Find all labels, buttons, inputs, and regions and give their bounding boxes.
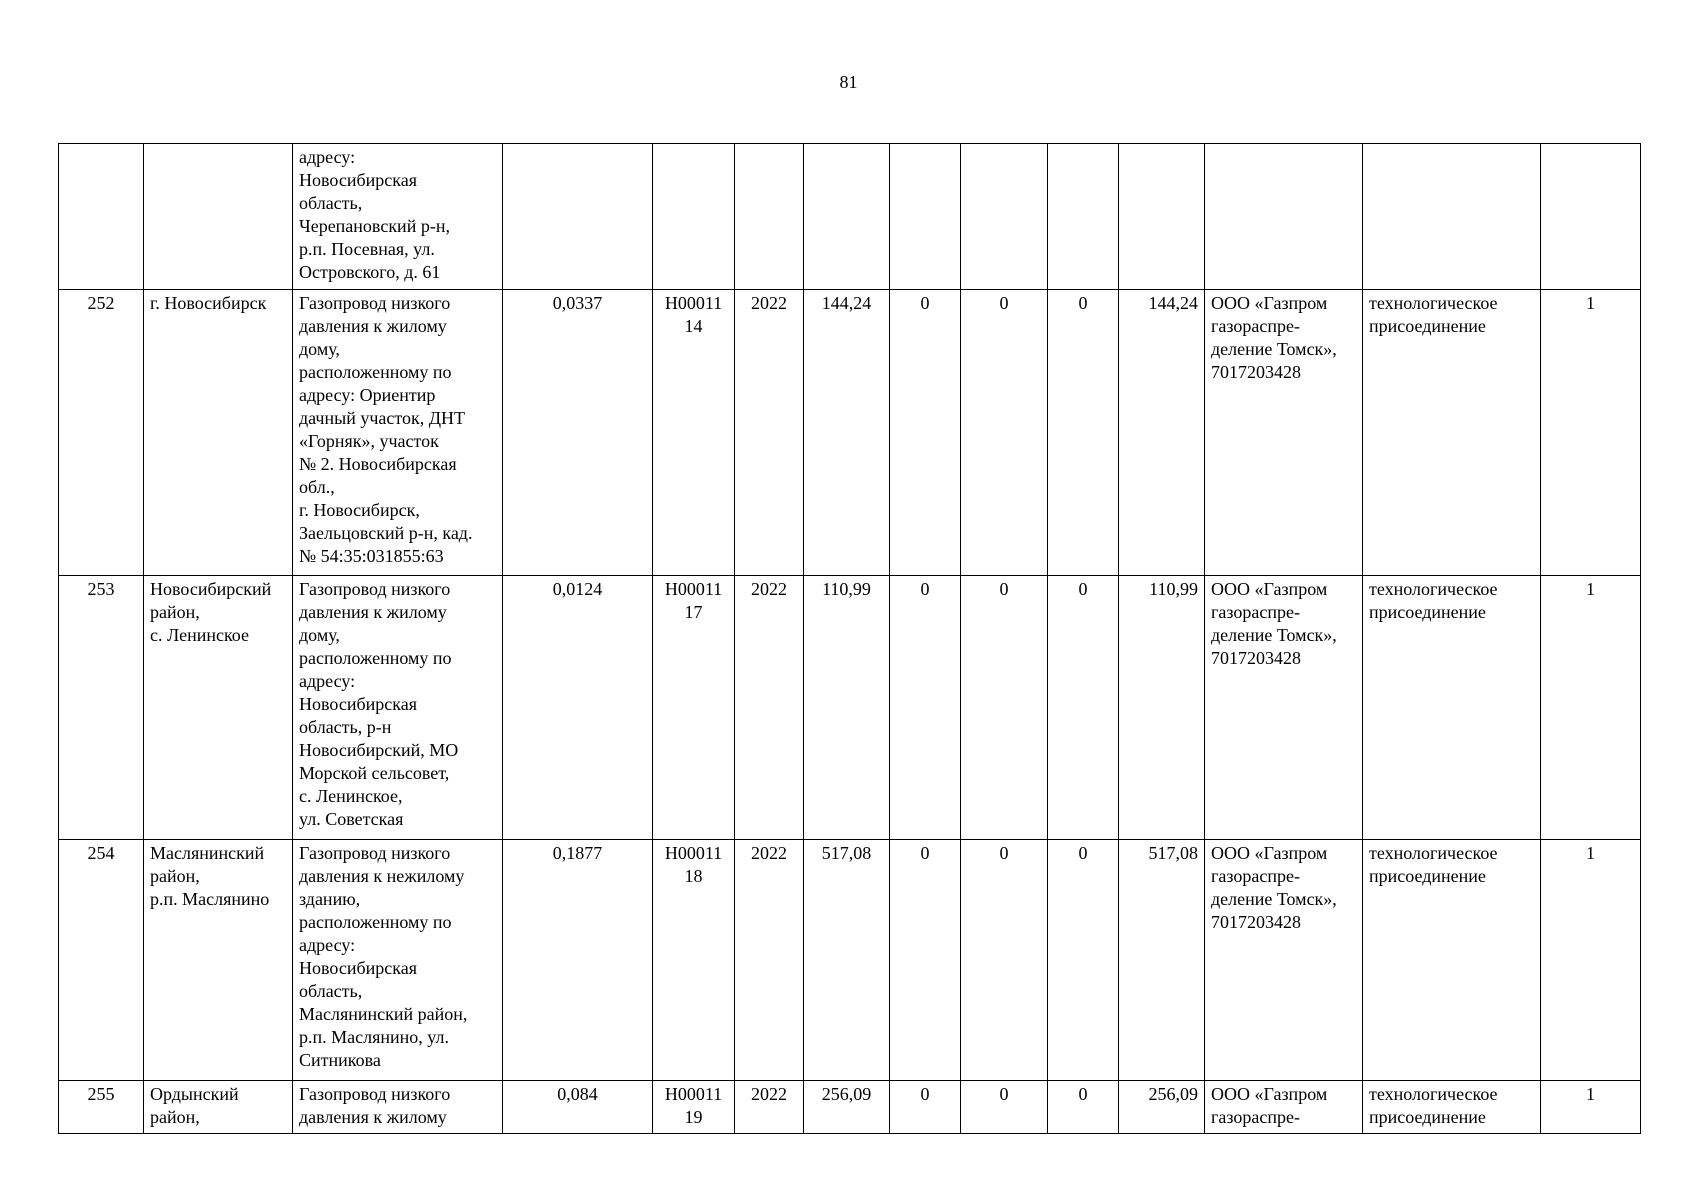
value-cell-3: 0 bbox=[1048, 1081, 1119, 1134]
length-cell: 0,1877 bbox=[503, 840, 653, 1081]
code-cell bbox=[653, 144, 735, 290]
year-cell: 2022 bbox=[735, 290, 804, 576]
table-row bbox=[59, 1081, 1641, 1134]
code-cell: Н00011 17 bbox=[653, 576, 735, 840]
total-cell: 517,08 bbox=[804, 840, 890, 1081]
description-cell: Газопровод низкого давления к нежилому зданию, расположенному по адресу: Новосибирская область, Маслянинский район, р.п. Маслянино, ул. Ситникова bbox=[293, 840, 503, 1081]
year-cell: 2022 bbox=[735, 576, 804, 840]
row-number: 253 bbox=[59, 576, 144, 840]
total2-cell: 517,08 bbox=[1119, 840, 1205, 1081]
year-cell: 2022 bbox=[735, 1081, 804, 1134]
table-row bbox=[59, 840, 1641, 1081]
purpose-cell: технологическое присоединение bbox=[1363, 840, 1541, 1081]
total-cell: 256,09 bbox=[804, 1081, 890, 1134]
value-cell-1: 0 bbox=[890, 576, 961, 840]
purpose-cell bbox=[1363, 144, 1541, 290]
value-cell-1 bbox=[890, 144, 961, 290]
location-cell: Маслянинский район, р.п. Маслянино bbox=[144, 840, 293, 1081]
row-number: 252 bbox=[59, 290, 144, 576]
length-cell: 0,084 bbox=[503, 1081, 653, 1134]
table-row bbox=[59, 144, 1641, 290]
length-cell: 0,0124 bbox=[503, 576, 653, 840]
value-cell-1: 0 bbox=[890, 840, 961, 1081]
description-cell: адресу: Новосибирская область, Черепановский р-н, р.п. Посевная, ул. Островского, д. 61 bbox=[293, 144, 503, 290]
purpose-cell: технологическое присоединение bbox=[1363, 1081, 1541, 1134]
value-cell-1: 0 bbox=[890, 1081, 961, 1134]
total-cell bbox=[804, 144, 890, 290]
organization-cell: ООО «Газпром газораспре- bbox=[1205, 1081, 1363, 1134]
count-cell: 1 bbox=[1541, 576, 1641, 840]
data-table bbox=[58, 143, 1641, 1134]
description-cell: Газопровод низкого давления к жилому bbox=[293, 1081, 503, 1134]
location-cell bbox=[144, 144, 293, 290]
value-cell-3 bbox=[1048, 144, 1119, 290]
value-cell-3: 0 bbox=[1048, 290, 1119, 576]
total2-cell: 144,24 bbox=[1119, 290, 1205, 576]
purpose-cell: технологическое присоединение bbox=[1363, 290, 1541, 576]
value-cell-2 bbox=[961, 144, 1048, 290]
table-row bbox=[59, 576, 1641, 840]
row-number bbox=[59, 144, 144, 290]
organization-cell: ООО «Газпром газораспре- деление Томск», 7017203428 bbox=[1205, 840, 1363, 1081]
code-cell: Н00011 14 bbox=[653, 290, 735, 576]
code-cell: Н00011 18 bbox=[653, 840, 735, 1081]
total2-cell: 110,99 bbox=[1119, 576, 1205, 840]
total2-cell bbox=[1119, 144, 1205, 290]
organization-cell: ООО «Газпром газораспре- деление Томск», 7017203428 bbox=[1205, 290, 1363, 576]
year-cell bbox=[735, 144, 804, 290]
value-cell-2: 0 bbox=[961, 840, 1048, 1081]
value-cell-3: 0 bbox=[1048, 840, 1119, 1081]
code-cell: Н00011 19 bbox=[653, 1081, 735, 1134]
organization-cell: ООО «Газпром газораспре- деление Томск», 7017203428 bbox=[1205, 576, 1363, 840]
value-cell-2: 0 bbox=[961, 1081, 1048, 1134]
location-cell: Ордынский район, bbox=[144, 1081, 293, 1134]
total2-cell: 256,09 bbox=[1119, 1081, 1205, 1134]
length-cell bbox=[503, 144, 653, 290]
page-number: 81 bbox=[839, 72, 858, 92]
organization-cell bbox=[1205, 144, 1363, 290]
description-cell: Газопровод низкого давления к жилому дому, расположенному по адресу: Новосибирская область, р-н Новосибирский, МО Морской сельсовет, с. Ленинское, ул. Советская bbox=[293, 576, 503, 840]
length-cell: 0,0337 bbox=[503, 290, 653, 576]
total-cell: 110,99 bbox=[804, 576, 890, 840]
value-cell-2: 0 bbox=[961, 290, 1048, 576]
location-cell: г. Новосибирск bbox=[144, 290, 293, 576]
year-cell: 2022 bbox=[735, 840, 804, 1081]
value-cell-3: 0 bbox=[1048, 576, 1119, 840]
count-cell: 1 bbox=[1541, 290, 1641, 576]
row-number: 254 bbox=[59, 840, 144, 1081]
location-cell: Новосибирский район, с. Ленинское bbox=[144, 576, 293, 840]
value-cell-1: 0 bbox=[890, 290, 961, 576]
table-row bbox=[59, 290, 1641, 576]
count-cell: 1 bbox=[1541, 1081, 1641, 1134]
count-cell bbox=[1541, 144, 1641, 290]
total-cell: 144,24 bbox=[804, 290, 890, 576]
row-number: 255 bbox=[59, 1081, 144, 1134]
purpose-cell: технологическое присоединение bbox=[1363, 576, 1541, 840]
description-cell: Газопровод низкого давления к жилому дому, расположенному по адресу: Ориентир дачный участок, ДНТ «Горняк», участок № 2. Новосибирская обл., г. Новосибирск, Заельцовский р-н, кад. № 54:35:031855:63 bbox=[293, 290, 503, 576]
count-cell: 1 bbox=[1541, 840, 1641, 1081]
value-cell-2: 0 bbox=[961, 576, 1048, 840]
